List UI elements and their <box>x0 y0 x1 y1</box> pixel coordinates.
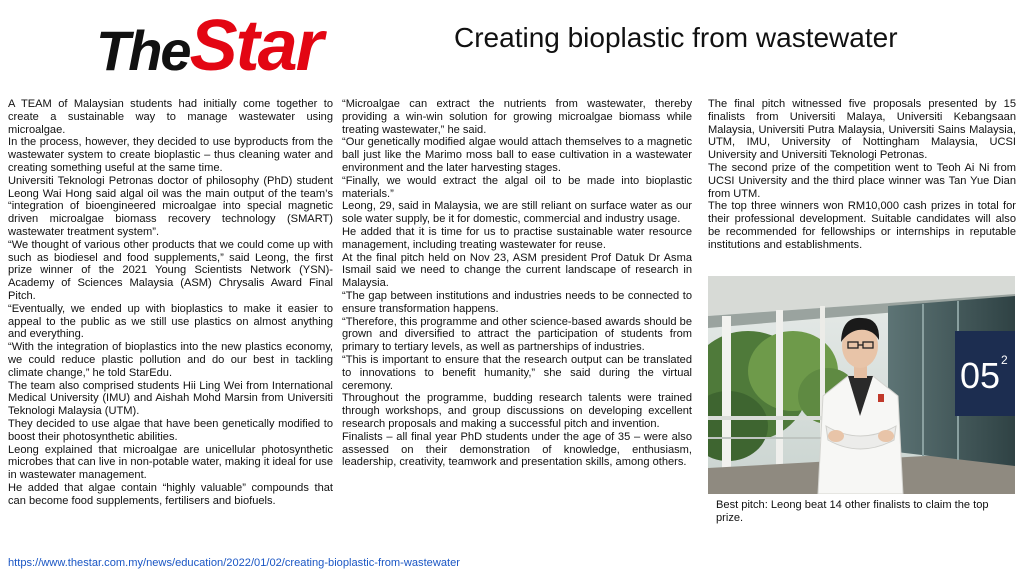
article-photo <box>708 276 1015 494</box>
logo-the: The <box>96 19 190 82</box>
article-headline: Creating bioplastic from wastewater <box>454 22 898 53</box>
logo-star: Star <box>189 6 322 86</box>
article-column-1 <box>8 98 333 508</box>
source-url-link[interactable]: https://www.thestar.com.my/news/education/2022/01/02/creating-bioplastic-from-wastewater <box>8 557 460 569</box>
paragraph: The final pitch witnessed five proposals presented by 15 finalists from Universiti Malaya, Universiti Kebangsaan Malaysia, Universiti Putra Malaysia, Universiti Sains Malaysia, UTM, IMU, University of Nottingham Malaysia, UCSI University and Universiti Teknologi Petronas. <box>708 98 1016 162</box>
paragraph: Leong, 29, said in Malaysia, we are still reliant on surface water as our sole water supply, be it for domestic, commercial and industry usage. <box>342 200 692 226</box>
paragraph: “The gap between institutions and industries needs to be connected to ensure transformation happens. <box>342 289 692 315</box>
paragraph: He added that algae contain “highly valuable” compounds that can become food supplements, fertilisers and biofuels. <box>8 481 333 507</box>
paragraph: At the final pitch held on Nov 23, ASM president Prof Datuk Dr Asma Ismail said we need to change the current landscape of research in Malaysia. <box>342 251 692 290</box>
paragraph: They decided to use algae that have been genetically modified to boost their photosynthetic abilities. <box>8 417 333 443</box>
paragraph: “Our genetically modified algae would attach themselves to a magnetic ball just like the Marimo moss ball to ease cultivation in a wastewater environment and the later harvesting stages. <box>342 136 692 174</box>
photo-illustration <box>708 276 1015 494</box>
paragraph: In the process, however, they decided to use byproducts from the wastewater system to create bioplastic – thus cleaning water and creating something useful at the same time. <box>8 136 333 174</box>
paragraph: “Microalgae can extract the nutrients from wastewater, thereby providing a win-win solution for growing microalgae biomass while treating wastewater,” he said. <box>342 98 692 136</box>
paragraph: Universiti Teknologi Petronas doctor of philosophy (PhD) student Leong Wai Hong said algal oil was the main output of the team’s “integration of bioengineered microalgae into special magnetic driven microalgae biomass recovery technology (SMART) wastewater treatment system”. <box>8 174 333 238</box>
paragraph: A TEAM of Malaysian students had initially come together to create a sustainable way to manage wastewater using microalgae. <box>8 98 333 136</box>
sign-superscript: 2 <box>1001 353 1008 367</box>
sign-number: 05 <box>960 355 1001 396</box>
article-column-2 <box>342 98 692 469</box>
paragraph: “We thought of various other products that we could come up with such as biodiesel and food supplements,” said Leong, the first prize winner of the 2021 Young Scientists Network (YSN)-Academy of Sciences Malaysia (ASM) Chrysalis Award Final Pitch. <box>8 238 333 302</box>
paragraph: The team also comprised students Hii Ling Wei from International Medical University (IMU) and Aishah Mohd Marsin from Universiti Teknologi Malaysia (UTM). <box>8 379 333 418</box>
paragraph: “Therefore, this programme and other science-based awards should be grown and diversified to attract the participation of students from primary to tertiary levels, as well as partnerships of industries. <box>342 315 692 354</box>
paragraph: “Finally, we would extract the algal oil to be made into bioplastic materials.” <box>342 174 692 200</box>
paragraph: Throughout the programme, budding research talents were trained through workshops, and group discussions on developing excellent research proposals and making a successful pitch and invention. <box>342 392 692 430</box>
paragraph: “With the integration of bioplastics into the new plastics economy, we could reduce plastic pollution and do our best in tackling climate change,” he told StarEdu. <box>8 341 333 379</box>
thestar-logo <box>96 6 322 86</box>
paragraph: “This is important to ensure that the research output can be translated to innovations to benefit humanity,” she said during the virtual ceremony. <box>342 353 692 392</box>
photo-caption: Best pitch: Leong beat 14 other finalists to claim the top prize. <box>716 499 989 524</box>
paragraph: The second prize of the competition went to Teoh Ai Ni from UCSI University and the third place winner was Tan Yue Dian from UTM. <box>708 161 1016 200</box>
paragraph: Finalists – all final year PhD students under the age of 35 – were also assessed on their demonstration of knowledge, enthusiasm, leadership, creativity, teamwork and presentation skills, among others. <box>342 430 692 469</box>
article-column-3 <box>708 98 1016 252</box>
paragraph: Leong explained that microalgae are unicellular photosynthetic microbes that can live in non-potable water, making it ideal for use in wastewater management. <box>8 443 333 482</box>
paragraph: He added that it is time for us to practise sustainable water resource management, including treating wastewater for reuse. <box>342 225 692 251</box>
paragraph: The top three winners won RM10,000 cash prizes in total for their professional development. Suitable candidates will also be recommended for fellowships or internships in reputable institutions and establishments. <box>708 200 1016 251</box>
paragraph: “Eventually, we ended up with bioplastics to make it easier to appeal to the public as we still use plastics on almost anything and everything. <box>8 302 333 341</box>
